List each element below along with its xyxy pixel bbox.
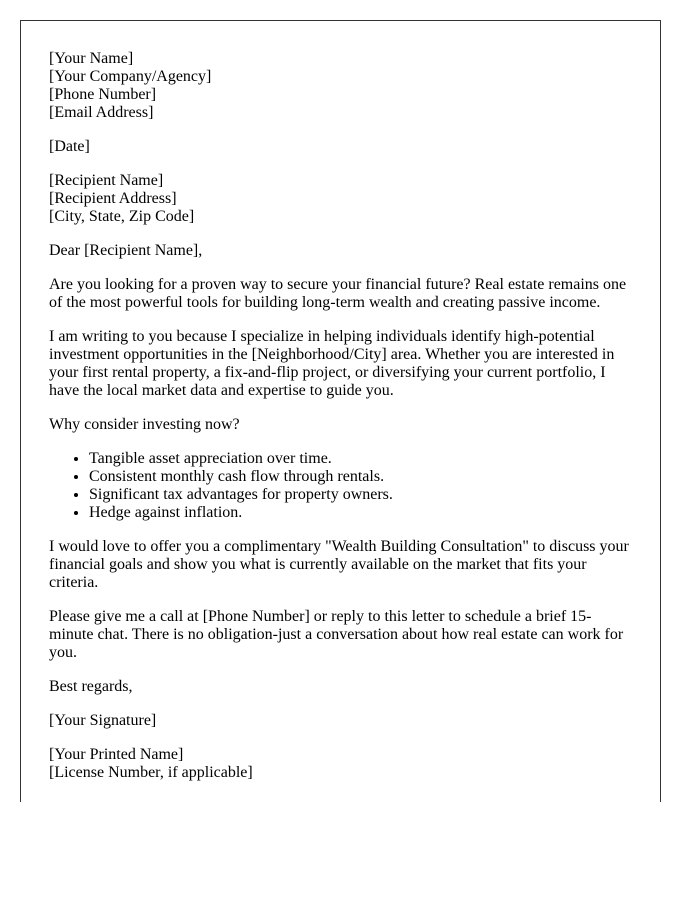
why-heading: Why consider investing now? (49, 416, 240, 433)
sender-company: [Your Company/Agency] (49, 68, 212, 85)
signature: [Your Signature] (49, 712, 157, 729)
list-item: • Tangible asset appreciation over time. (89, 450, 632, 468)
letter-date: [Date] (49, 138, 90, 155)
closing-block (49, 746, 632, 782)
sender-email: [Email Address] (49, 104, 154, 121)
reasons-list (49, 450, 632, 522)
recipient-address: [Recipient Address] (49, 190, 177, 207)
sign-off: Best regards, (49, 678, 133, 695)
letter (20, 20, 661, 802)
intro-paragraph: Are you looking for a proven way to secure your financial future? Real estate remains one of the most powerful tools for building long-term wealth and creating passive income. (49, 276, 627, 311)
sender-block (49, 50, 632, 122)
list-item: • Hedge against inflation. (89, 504, 632, 522)
recipient-city-state-zip: [City, State, Zip Code] (49, 208, 195, 225)
list-item: • Significant tax advantages for property owners. (89, 486, 632, 504)
recipient-name: [Recipient Name] (49, 172, 164, 189)
salutation: Dear [Recipient Name], (49, 242, 203, 259)
offer-paragraph: I would love to offer you a complimentary "Wealth Building Consultation" to discuss your financial goals and show you what is currently available on the market that fits your criteria. (49, 538, 629, 591)
recipient-block (49, 172, 632, 226)
sender-name: [Your Name] (49, 50, 134, 67)
list-item: • Consistent monthly cash flow through rentals. (89, 468, 632, 486)
about-paragraph: I am writing to you because I specialize in helping individuals identify high-potential investment opportunities in the [Neighborhood/City] area. Whether you are interested in your first rental property, a fix-and-flip project, or diversifying your current portfolio, I have the local market data and expertise to guide you. (49, 328, 615, 399)
license-number: [License Number, if applicable] (49, 764, 253, 781)
document-viewport (20, 20, 661, 802)
sender-phone: [Phone Number] (49, 86, 157, 103)
printed-name: [Your Printed Name] (49, 746, 184, 763)
call-to-action-paragraph: Please give me a call at [Phone Number] or reply to this letter to schedule a brief 15-minute chat. There is no obligation-just a conversation about how real estate can work for you. (49, 608, 624, 661)
